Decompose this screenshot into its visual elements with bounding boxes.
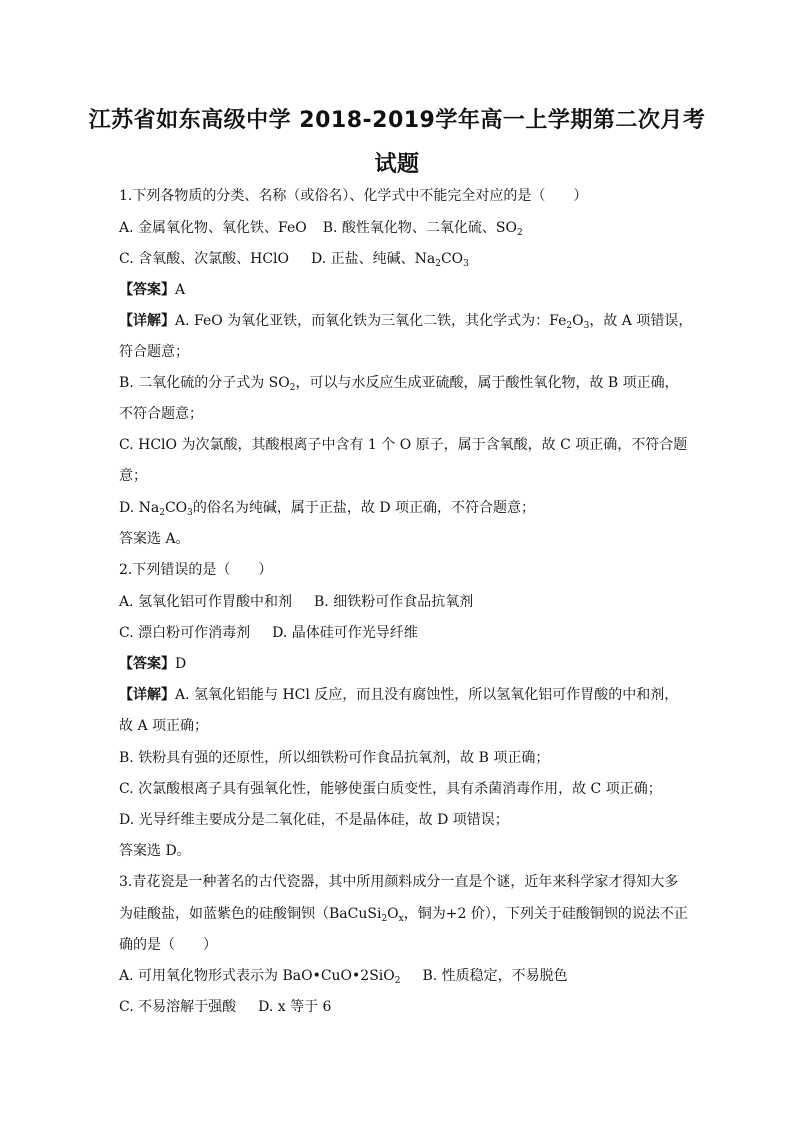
q2-detail-line5: D. 光导纤维主要成分是二氧化硅，不是晶体硅，故 D 项错误；: [119, 812, 509, 828]
q3-option-b: B. 性质稳定，不易脱色: [422, 968, 568, 984]
q1-detail-line1: 【详解】A. FeO 为氧化亚铁，而氧化铁为三氧化二铁，其化学式为：$Fe_2O_3$，故 A 项错误，: [119, 313, 693, 331]
q1-options-cd: [119, 249, 469, 269]
q3-option-c: C. 不易溶解于强酸: [119, 999, 237, 1015]
q1-detail-label: 【详解】: [119, 313, 175, 329]
q2-option-c: C. 漂白粉可作消毒剂: [119, 625, 251, 641]
q2-answer: [119, 654, 186, 674]
q1-option-d: D. 正盐、纯碱、$Na_2CO_3$: [311, 251, 469, 269]
q2-answer-value: D: [175, 656, 187, 672]
q3-options-cd: [119, 997, 331, 1017]
q2-detail-line3: B. 铁粉具有强的还原性，所以细铁粉可作食品抗氧剂，故 B 项正确；: [119, 750, 550, 766]
q1-final-answer: 答案选 A。: [119, 531, 190, 547]
q1-answer-value: A: [175, 282, 186, 298]
q1-option-b: B. 酸性氧化物、二氧化硫、$SO_2$: [322, 220, 523, 238]
q3-stem-line1: 3.青花瓷是一种著名的古代瓷器，其中所用颜料成分一直是个谜，近年来科学家才得知大多: [119, 874, 679, 890]
q2-detail-line2: 故 A 项正确；: [119, 718, 209, 734]
q3-option-d: D. x 等于 6: [258, 999, 332, 1015]
q1-answer: [119, 280, 185, 300]
q2-options-ab: [119, 592, 473, 612]
q3-options-ab: [119, 966, 568, 986]
q1-detail-line7: D. $Na_2CO_3$的俗名为纯碱，属于正盐，故 D 项正确，不符合题意；: [119, 500, 536, 518]
q1-option-c: C. 含氧酸、次氯酸、HClO: [119, 251, 289, 267]
q2-detail-line4: C. 次氯酸根离子具有强氧化性，能够使蛋白质变性，具有杀菌消毒作用，故 C 项正确；: [119, 781, 662, 797]
q1-stem: 1.下列各物质的分类、名称（或俗名）、化学式中不能完全对应的是（ ）: [119, 188, 588, 204]
q2-detail-label: 【详解】: [119, 687, 175, 703]
q2-stem: 2.下列错误的是（ ）: [119, 562, 273, 578]
q1-detail-line5: C. HClO 为次氯酸，其酸根离子中含有 1 个 O 原子，属于含氧酸，故 C 项正确，不符合题: [119, 437, 688, 453]
q2-final-answer: 答案选 D。: [119, 843, 191, 859]
q2-option-d: D. 晶体硅可作光导纤维: [272, 625, 418, 641]
q2-detail-line1: 【详解】A. 氢氧化铝能与 HCl 反应，而且没有腐蚀性，所以氢氧化铝可作胃酸的中和剂，: [119, 687, 679, 703]
document-title-line1: 江苏省如东高级中学 2018-2019学年高一上学期第二次月考: [88, 108, 706, 133]
q1-detail-line2: 符合题意；: [119, 344, 189, 360]
q1-answer-label: 【答案】: [119, 282, 175, 298]
q3-stem-line2: 为硅酸盐，如蓝紫色的硅酸铜钡（$BaCuSi_2O_x$，铜为+2 价），下列关于硅酸铜钡的说法不正: [119, 906, 688, 924]
q1-detail-line4: 不符合题意；: [119, 406, 203, 422]
q1-detail-line3: B. 二氧化硫的分子式为 $SO_2$，可以与水反应生成亚硫酸，属于酸性氧化物，故 B 项正确，: [119, 375, 679, 393]
q2-answer-label: 【答案】: [119, 656, 175, 672]
document-title-line2: 试题: [374, 152, 420, 177]
q2-option-b: B. 细铁粉可作食品抗氧剂: [314, 594, 474, 610]
q1-detail-line6: 意；: [119, 468, 147, 484]
q2-options-cd: [119, 623, 418, 643]
q3-stem-line3: 确的是（ ）: [119, 937, 217, 953]
q1-options-ab: [119, 218, 523, 238]
q1-option-a: A. 金属氧化物、氧化铁、FeO: [119, 220, 307, 236]
q2-option-a: A. 氢氧化铝可作胃酸中和剂: [119, 594, 293, 610]
q3-option-a: A. 可用氧化物形式表示为 BaO•CuO•2SiO$_2$: [119, 968, 401, 986]
